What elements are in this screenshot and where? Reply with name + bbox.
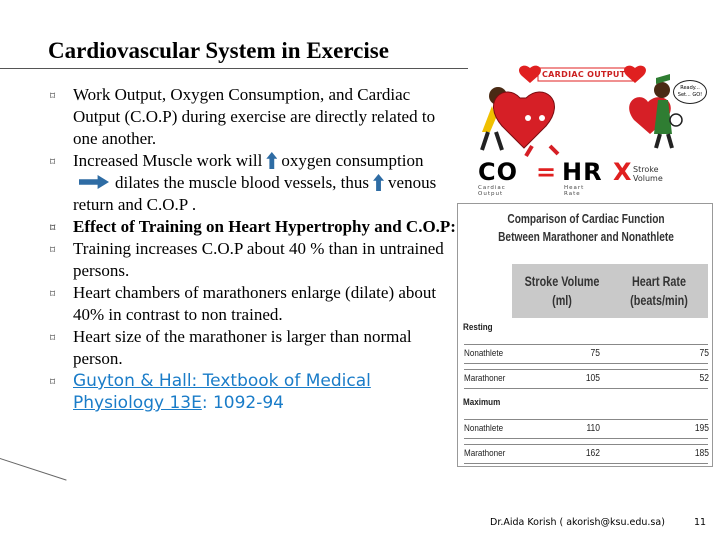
reference-link[interactable]: Guyton & Hall: Textbook of Medical Physiology 13E: [73, 371, 371, 413]
bullet-item: ⌑ Work Output, Oxygen Consumption, and Cardiac Output (C.O.P) during exercise are directly related to one another.: [50, 85, 436, 148]
speech-bubble: Ready... Set... GO!: [673, 80, 707, 104]
bullet-item: ⌑ Heart size of the marathoner is larger than normal person.: [50, 327, 412, 368]
bullet-item: ⌑ Heart chambers of marathoners enlarge (dilate) about 40% in contrast to non trained.: [50, 283, 437, 324]
page-number: 11: [694, 517, 707, 528]
table-header: [512, 264, 708, 318]
table-row: Nonathlete 110 195: [464, 419, 708, 439]
leads-to-arrow-icon: [79, 175, 109, 189]
bullet-marker-icon: ⌑: [50, 333, 56, 344]
table-row: Nonathlete 75 75: [464, 344, 708, 364]
footer-author: Dr.Aida Korish ( akorish@ksu.edu.sa): [490, 517, 665, 528]
cardiac-output-cartoon: CARDIAC OUTPUT Ready... Set... GO! CO = HR X Cardiac Output Heart Rate Stroke Volume: [470, 62, 712, 194]
column-header-stroke-volume: Stroke Volume (ml): [524, 274, 600, 308]
decorative-line: [0, 458, 67, 481]
section-label: Resting: [463, 322, 493, 333]
title-divider: [0, 68, 468, 69]
bullet-item: ⌑ Training increases C.O.P about 40 % than in untrained persons.: [50, 239, 444, 280]
table-row: Marathoner 162 185: [464, 444, 708, 464]
bullet-marker-icon: ⌑: [50, 223, 56, 234]
table-title: Comparison of Cardiac Function Between Marathoner and Nonathlete: [498, 211, 674, 244]
stroke-volume-label: Stroke Volume: [633, 165, 663, 183]
comparison-table: [457, 203, 713, 467]
bullet-marker-icon: ⌑: [50, 91, 56, 102]
bullet-marker-icon: ⌑: [50, 289, 56, 300]
bullet-marker-icon: ⌑: [50, 157, 56, 168]
increase-arrow-icon: [373, 174, 384, 191]
bullet-item: ⌑ Increased Muscle work will oxygen consumptiondilates the muscle blood vessels, thus venous return and C.O.P .: [50, 151, 437, 214]
reference-item: ⌑ Guyton & Hall: Textbook of Medical Physiology 13E: 1092-94: [50, 371, 371, 413]
bullet-item: ⌑ Effect of Training on Heart Hypertrophy and C.O.P:: [50, 216, 460, 238]
cartoon-banner: CARDIAC OUTPUT: [542, 70, 626, 79]
table-row: Marathoner 105 52: [464, 369, 708, 389]
bullet-marker-icon: ⌑: [50, 245, 56, 256]
slide-title: Cardiovascular System in Exercise: [48, 38, 389, 63]
column-header-heart-rate: Heart Rate (beats/min): [630, 274, 688, 308]
section-label: Maximum: [463, 397, 501, 408]
bullet-list: [50, 84, 460, 414]
increase-arrow-icon: [266, 152, 277, 169]
bullet-marker-icon: ⌑: [50, 377, 56, 388]
